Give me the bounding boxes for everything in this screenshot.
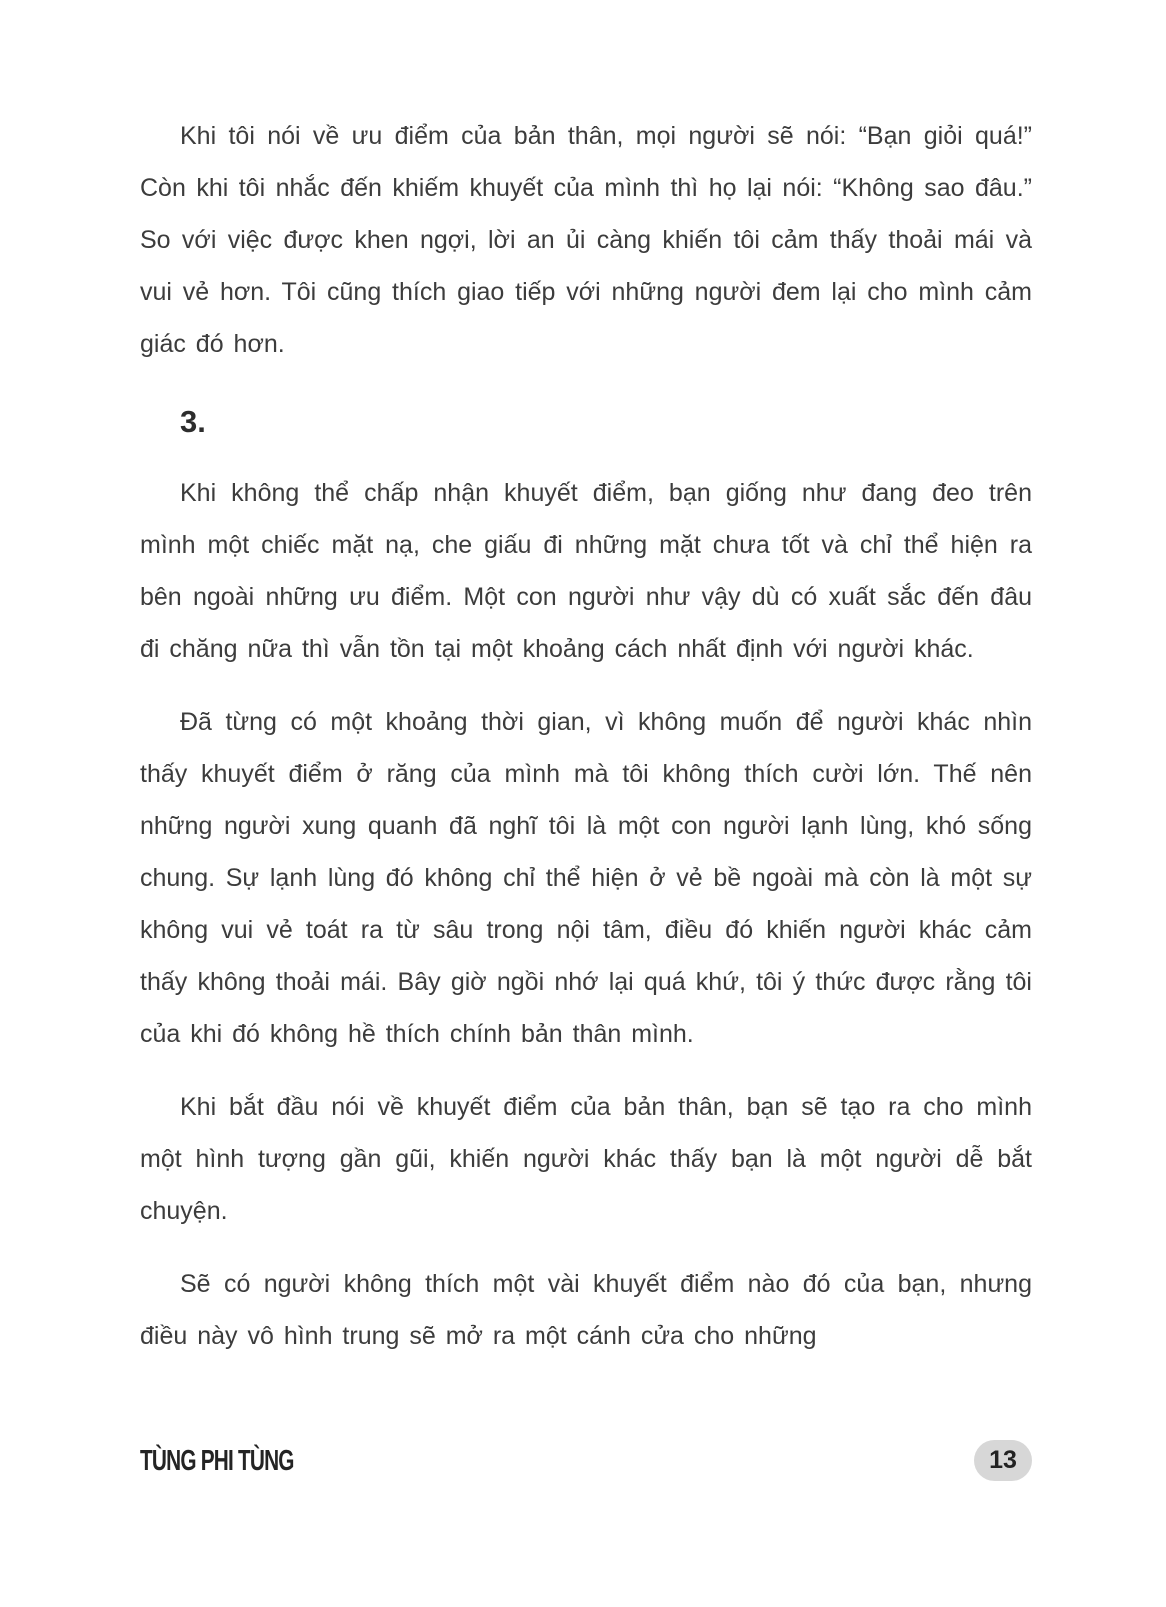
page-content [140,110,1032,1383]
body-paragraph: Khi tôi nói về ưu điểm của bản thân, mọi người sẽ nói: “Bạn giỏi quá!” Còn khi tôi nhắc đến khiếm khuyết của mình thì họ lại nói: “Không sao đâu.” So với việc được khen ngợi, lời an ủi càng khiến tôi cảm thấy thoải mái và vui vẻ hơn. Tôi cũng thích giao tiếp với những người đem lại cho mình cảm giác đó hơn. [140,122,1032,358]
section-heading: 3. [180,404,206,439]
page-number-badge: 13 [974,1440,1032,1481]
page-footer [140,1438,1032,1482]
body-paragraph: Sẽ có người không thích một vài khuyết điểm nào đó của bạn, nhưng điều này vô hình trung sẽ mở ra một cánh cửa cho những [140,1270,1032,1350]
body-paragraph: Khi không thể chấp nhận khuyết điểm, bạn giống như đang đeo trên mình một chiếc mặt nạ, che giấu đi những mặt chưa tốt và chỉ thể hiện ra bên ngoài những ưu điểm. Một con người như vậy dù có xuất sắc đến đâu đi chăng nữa thì vẫn tồn tại một khoảng cách nhất định với người khác. [140,479,1032,663]
footer-author: TÙNG PHI TÙNG [140,1442,294,1477]
body-paragraph: Khi bắt đầu nói về khuyết điểm của bản thân, bạn sẽ tạo ra cho mình một hình tượng gần gũi, khiến người khác thấy bạn là một người dễ bắt chuyện. [140,1093,1032,1225]
body-paragraph: Đã từng có một khoảng thời gian, vì không muốn để người khác nhìn thấy khuyết điểm ở răng của mình mà tôi không thích cười lớn. Thế nên những người xung quanh đã nghĩ tôi là một con người lạnh lùng, khó sống chung. Sự lạnh lùng đó không chỉ thể hiện ở vẻ bề ngoài mà còn là một sự không vui vẻ toát ra từ sâu trong nội tâm, điều đó khiến người khác cảm thấy không thoải mái. Bây giờ ngồi nhớ lại quá khứ, tôi ý thức được rằng tôi của khi đó không hề thích chính bản thân mình. [140,708,1032,1048]
